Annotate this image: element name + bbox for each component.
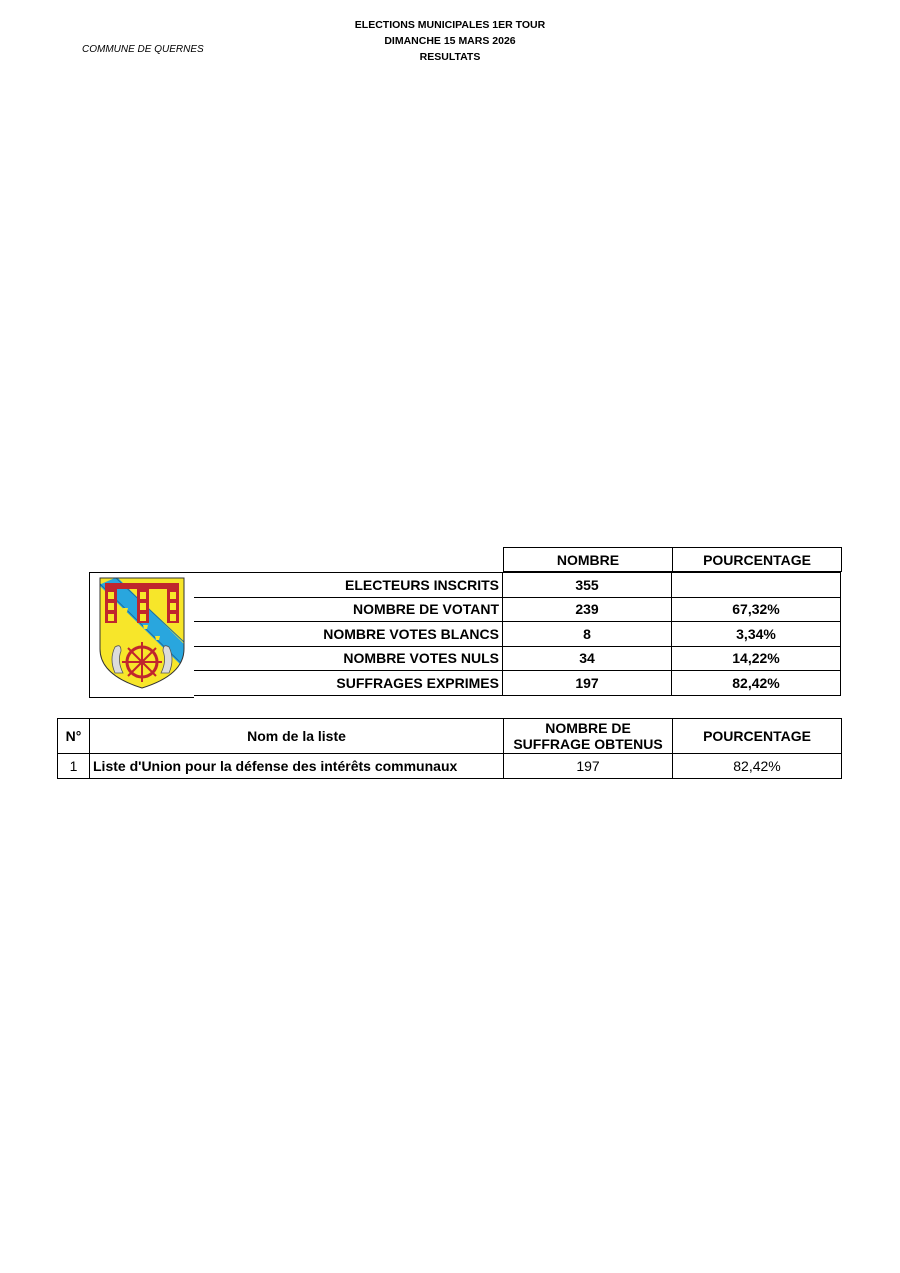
list-votes: 197 <box>504 754 673 779</box>
commune-name: COMMUNE DE QUERNES <box>82 44 204 55</box>
stats-table <box>89 572 841 696</box>
table-header-row <box>58 719 842 754</box>
row-pourcentage: 14,22% <box>672 646 841 671</box>
row-nombre: 34 <box>503 646 672 671</box>
stats-header-table <box>503 547 842 572</box>
table-row <box>89 622 841 647</box>
row-label: NOMBRE VOTES BLANCS <box>89 622 503 647</box>
table-row <box>89 671 841 696</box>
row-nombre: 355 <box>503 573 672 598</box>
row-label: SUFFRAGES EXPRIMES <box>89 671 503 696</box>
row-pourcentage: 67,32% <box>672 597 841 622</box>
list-name: Liste d'Union pour la défense des intérêts communaux <box>90 754 504 779</box>
row-label: NOMBRE DE VOTANT <box>89 597 503 622</box>
row-label: ELECTEURS INSCRITS <box>89 573 503 598</box>
table-row <box>58 754 842 779</box>
col-nombre: NOMBRE <box>504 548 673 572</box>
col-name: Nom de la liste <box>90 719 504 754</box>
col-pourcentage: POURCENTAGE <box>673 548 842 572</box>
row-pourcentage: 3,34% <box>672 622 841 647</box>
list-num: 1 <box>58 754 90 779</box>
commune-crest-icon <box>99 577 185 689</box>
row-label: NOMBRE VOTES NULS <box>89 646 503 671</box>
row-pourcentage <box>672 573 841 598</box>
col-votes-line1: NOMBRE DE <box>545 720 631 736</box>
list-pourcentage: 82,42% <box>673 754 842 779</box>
row-nombre: 197 <box>503 671 672 696</box>
table-row <box>89 646 841 671</box>
election-date: DIMANCHE 15 MARS 2026 <box>384 35 516 47</box>
lists-table <box>57 718 842 779</box>
col-pourcentage: POURCENTAGE <box>673 719 842 754</box>
table-row <box>89 597 841 622</box>
row-pourcentage: 82,42% <box>672 671 841 696</box>
results-heading: RESULTATS <box>419 51 481 63</box>
crest-container <box>89 572 194 698</box>
row-nombre: 239 <box>503 597 672 622</box>
col-num: N° <box>58 719 90 754</box>
col-votes-line2: SUFFRAGE OBTENUS <box>513 736 663 752</box>
col-votes <box>504 719 673 754</box>
row-nombre: 8 <box>503 622 672 647</box>
election-title: ELECTIONS MUNICIPALES 1ER TOUR <box>354 19 546 31</box>
table-row <box>89 573 841 598</box>
